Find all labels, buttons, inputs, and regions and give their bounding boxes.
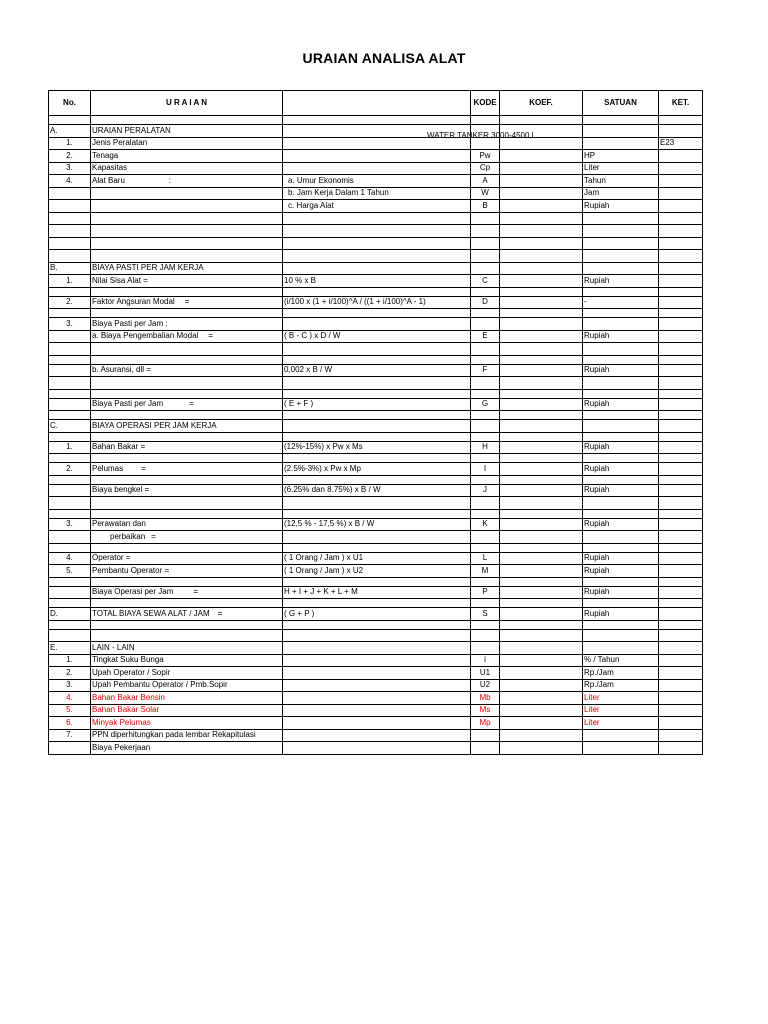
section-title: BIAYA OPERASI PER JAM KERJA [91, 420, 283, 433]
table-row: 2. Upah Operator / Sopir U1 Rp./Jam [49, 667, 703, 680]
section-letter: C. [49, 420, 91, 433]
table-row [49, 125, 703, 138]
table-row: D. TOTAL BIAYA SEWA ALAT / JAM = ( G + P ) S Rupiah [49, 608, 703, 621]
table-row: a. Biaya Pengembalian Modal = ( B - C ) x D / W E Rupiah [49, 330, 703, 343]
section-title: BIAYA PASTI PER JAM KERJA [91, 262, 283, 275]
table-row: 1. Tingkat Suku Bunga i % / Tahun [49, 654, 703, 667]
table-row: 6. Minyak Pelumas Mp Liter [49, 717, 703, 730]
table-row: 2. Faktor Angsuran Modal = (i/100 x (1 + i/100)^A / ((1 + i/100)^A - 1) D - [49, 296, 703, 309]
table-row: 1. Jenis Peralatan E23 [49, 137, 703, 150]
page-title: URAIAN ANALISA ALAT [302, 50, 466, 66]
table-row: 4. Operator = ( 1 Orang / Jam ) x U1 L Rupiah [49, 552, 703, 565]
table-row: 1. Bahan Bakar = (12%-15%) x Pw x Ms H Rupiah [49, 441, 703, 454]
table-row: 4. Alat Baru : a. Umur Ekonomis A Tahun [49, 175, 703, 188]
table-row [49, 420, 703, 433]
table-row: 1. Nilai Sisa Alat = 10 % x B C Rupiah [49, 275, 703, 288]
table-row: 3. Perawatan dan (12,5 % - 17,5 %) x B / W K Rupiah [49, 518, 703, 531]
table-row: 3. Biaya Pasti per Jam : [49, 318, 703, 331]
table-row: 3. Upah Pembantu Operator / Pmb.Sopir U2 Rp./Jam [49, 679, 703, 692]
table-row: perbaikan = [49, 531, 703, 544]
analysis-table [48, 90, 703, 755]
section-title: LAIN - LAIN [91, 642, 283, 655]
table-row [49, 262, 703, 275]
header-kode: KODE [471, 91, 500, 116]
header-ket: KET. [659, 91, 703, 116]
table-row: Biaya bengkel = (6.25% dan 8.75%) x B / W J Rupiah [49, 484, 703, 497]
table-row: 3. Kapasitas Cp Liter [49, 162, 703, 175]
table-row: c. Harga Alat B Rupiah [49, 200, 703, 213]
table-row: Biaya Operasi per Jam = H + I + J + K + L + M P Rupiah [49, 586, 703, 599]
table-row: Biaya Pasti per Jam = ( E + F ) G Rupiah [49, 398, 703, 411]
table-header [49, 91, 703, 116]
section-letter: E. [49, 642, 91, 655]
table-row: 2. Tenaga Pw HP [49, 150, 703, 163]
table-row: 5. Pembantu Operator = ( 1 Orang / Jam ) x U2 M Rupiah [49, 565, 703, 578]
ket-code: E23 [659, 137, 703, 150]
header-uraian: U R A I A N [91, 91, 283, 116]
equipment-name: WATER TANKER 3000-4500 L. [427, 131, 539, 140]
header-no: No. [49, 91, 91, 116]
header-koef: KOEF. [500, 91, 583, 116]
table-row: 2. Pelumas = (2.5%-3%) x Pw x Mp I Rupiah [49, 463, 703, 476]
section-letter: D. [49, 608, 91, 621]
section-letter: A. [49, 125, 91, 138]
section-letter: B. [49, 262, 91, 275]
header-satuan: SATUAN [583, 91, 659, 116]
table-row: 4. Bahan Bakar Bensin Mb Liter [49, 692, 703, 705]
section-title: URAIAN PERALATAN [91, 125, 283, 138]
section-title: TOTAL BIAYA SEWA ALAT / JAM [92, 608, 210, 618]
table-row: 5. Bahan Bakar Solar Ms Liter [49, 704, 703, 717]
table-row: b. Asuransi, dll = 0,002 x B / W F Rupiah [49, 364, 703, 377]
table-row [49, 642, 703, 655]
table-row: Biaya Pekerjaan [49, 742, 703, 755]
table-row: 7. PPN diperhitungkan pada lembar Rekapitulasi [49, 729, 703, 742]
table-row: b. Jam Kerja Dalam 1 Tahun W Jam [49, 187, 703, 200]
